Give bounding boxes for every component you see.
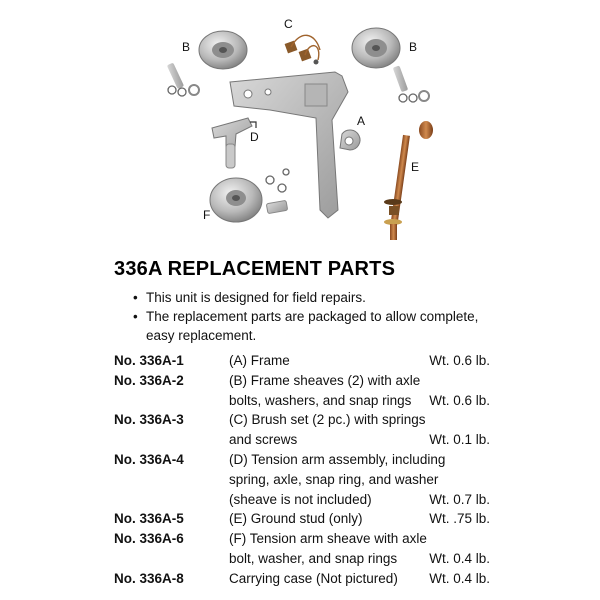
callout-b-left: B <box>182 40 191 54</box>
part-row <box>114 450 490 509</box>
callout-b-right: B <box>409 40 418 54</box>
part-weight: Wt. 0.6 lb. <box>429 353 490 368</box>
callout-d: D <box>250 130 259 144</box>
callout-c: C <box>284 17 293 31</box>
part-description <box>229 371 490 411</box>
parts-list <box>114 351 490 589</box>
feature-bullets <box>130 288 500 345</box>
part-desc-line: spring, axle, snap ring, and washer <box>229 471 439 487</box>
part-desc-line: (C) Brush set (2 pc.) with springs <box>229 412 426 428</box>
part-desc-line: (B) Frame sheaves (2) with axle <box>229 372 421 388</box>
part-desc-line: bolt, washer, and snap rings <box>229 550 398 566</box>
tension-arm-sheave <box>210 178 262 222</box>
part-row <box>114 529 490 569</box>
part-desc-line: and screws <box>229 432 298 448</box>
axle-bolt-left <box>167 63 184 90</box>
part-desc-line: bolts, washers, and snap rings <box>229 392 412 408</box>
part-row <box>114 351 490 371</box>
part-row <box>114 410 490 450</box>
page-title: 336A REPLACEMENT PARTS <box>114 258 396 280</box>
part-weight: Wt. 0.1 lb. <box>429 432 490 448</box>
part-row <box>114 371 490 411</box>
callout-f: F <box>203 208 211 222</box>
part-weight: Wt. .75 lb. <box>429 511 490 527</box>
part-number: No. 336A-3 <box>114 412 184 428</box>
part-weight: Wt. 0.4 lb. <box>429 570 490 586</box>
part-number: No. 336A-8 <box>114 570 184 586</box>
bullet-item: • This unit is designed for field repairs. <box>133 290 366 305</box>
part-row <box>114 569 490 589</box>
part-number: No. 336A-2 <box>114 372 184 388</box>
part-desc-line: (D) Tension arm assembly, including <box>229 451 446 467</box>
part-description <box>229 569 490 589</box>
part-number: No. 336A-1 <box>114 353 184 368</box>
bullet-item: • The replacement parts are packaged to allow complete, easy replacement. <box>133 309 479 343</box>
part-desc-line: (E) Ground stud (only) <box>229 511 363 527</box>
ground-stud <box>384 121 433 240</box>
part-desc-line: Carrying case (Not pictured) <box>229 570 398 586</box>
part-number: No. 336A-6 <box>114 531 184 547</box>
frame-sheave-left <box>199 31 247 69</box>
part-description <box>229 410 490 450</box>
part-number: No. 336A-4 <box>114 451 184 467</box>
part-desc-line: (A) Frame <box>229 353 290 368</box>
part-description <box>229 529 490 569</box>
part-number: No. 336A-5 <box>114 511 184 527</box>
part-description <box>229 509 490 529</box>
axle-bolt-right <box>393 65 408 92</box>
part-description <box>229 351 490 371</box>
part-desc-line: (F) Tension arm sheave with axle <box>229 531 427 547</box>
frame-sheave-right <box>352 28 400 68</box>
part-description <box>229 450 490 509</box>
part-row <box>114 509 490 529</box>
callout-e: E <box>411 160 420 174</box>
callout-a: A <box>357 114 366 128</box>
part-weight: Wt. 0.6 lb. <box>429 392 490 408</box>
part-weight: Wt. 0.4 lb. <box>429 550 490 566</box>
part-desc-line: (sheave is not included) <box>229 491 372 507</box>
part-weight: Wt. 0.7 lb. <box>429 491 490 507</box>
brush-set <box>285 35 320 64</box>
